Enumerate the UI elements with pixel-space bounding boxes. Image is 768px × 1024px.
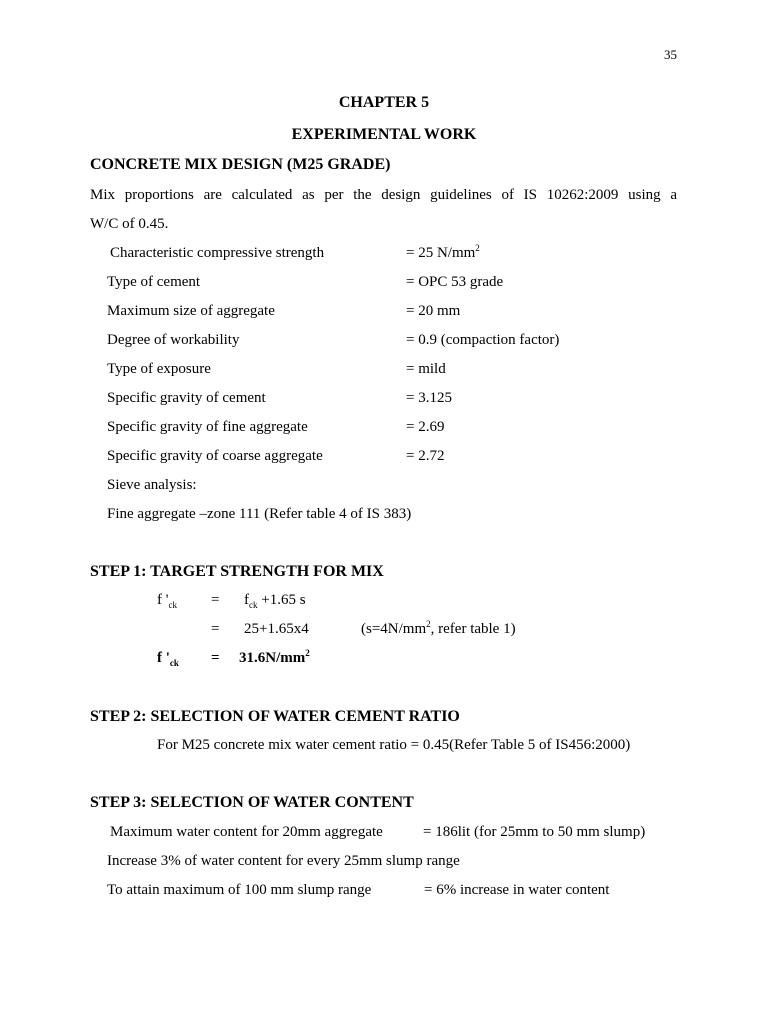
- property-value: = 0.9 (compaction factor): [406, 332, 560, 348]
- section-title: CONCRETE MIX DESIGN (M25 GRADE): [90, 156, 391, 173]
- property-value: = 2.72: [406, 448, 445, 464]
- step3-line2: Increase 3% of water content for every 25mm slump range: [107, 853, 460, 869]
- property-label: Specific gravity of cement: [107, 390, 266, 406]
- step3-line3-value: = 6% increase in water content: [424, 882, 610, 898]
- chapter-title: CHAPTER 5: [338, 94, 430, 111]
- property-label: Maximum size of aggregate: [107, 303, 275, 319]
- property-label: Type of cement: [107, 274, 201, 290]
- step3-title: STEP 3: SELECTION OF WATER CONTENT: [90, 794, 414, 811]
- step2-title: STEP 2: SELECTION OF WATER CEMENT RATIO: [90, 708, 460, 725]
- chapter-subtitle: EXPERIMENTAL WORK: [291, 126, 477, 143]
- step3-line1-value: = 186lit (for 25mm to 50 mm slump): [423, 824, 646, 840]
- step2-text: For M25 concrete mix water cement ratio = 0.45(Refer Table 5 of IS456:2000): [157, 737, 631, 753]
- step1-title: STEP 1: TARGET STRENGTH FOR MIX: [90, 563, 384, 580]
- intro-line-2: W/C of 0.45.: [90, 216, 169, 232]
- step1-equals: =: [211, 592, 220, 608]
- step1-equals: =: [211, 621, 220, 637]
- step1-f-symbol: f '$_{ck}$: [157, 592, 177, 610]
- page-number: 35: [664, 47, 677, 62]
- fine-aggregate-line: Fine aggregate –zone 111 (Refer table 4 of IS 383): [107, 506, 412, 522]
- step1-note: ($s=4N/mm^2$, refer table 1): [361, 619, 516, 637]
- intro-line-1: Mix proportions are calculated as per the design guidelines of IS 10262:2009 using a: [90, 187, 677, 203]
- step1-substitution: 25+1.65x4: [244, 621, 309, 637]
- property-label: Specific gravity of fine aggregate: [107, 419, 308, 435]
- step1-equals: =: [211, 650, 220, 666]
- step3-line3-label: To attain maximum of 100 mm slump range: [107, 882, 372, 898]
- property-value: = 25 $N/mm^2$: [406, 243, 480, 261]
- property-label: Specific gravity of coarse aggregate: [107, 448, 323, 464]
- property-value: = OPC 53 grade: [406, 274, 504, 290]
- property-label: Degree of workability: [107, 332, 240, 348]
- property-label: Type of exposure: [107, 361, 211, 377]
- step1-result: $31.6N/mm^2$: [239, 648, 310, 666]
- step3-line1-label: Maximum water content for 20mm aggregate: [110, 824, 383, 840]
- property-value: = 20 mm: [406, 303, 461, 319]
- property-value: = 3.125: [406, 390, 452, 406]
- step1-formula: $f_{ck} +1.65$ s: [244, 592, 306, 610]
- sieve-label: Sieve analysis:: [107, 477, 197, 493]
- property-value: = mild: [406, 361, 446, 377]
- property-label: Characteristic compressive strength: [110, 245, 325, 261]
- step1-f-symbol: f '$_{ck}$: [157, 650, 179, 668]
- property-value: = 2.69: [406, 419, 445, 435]
